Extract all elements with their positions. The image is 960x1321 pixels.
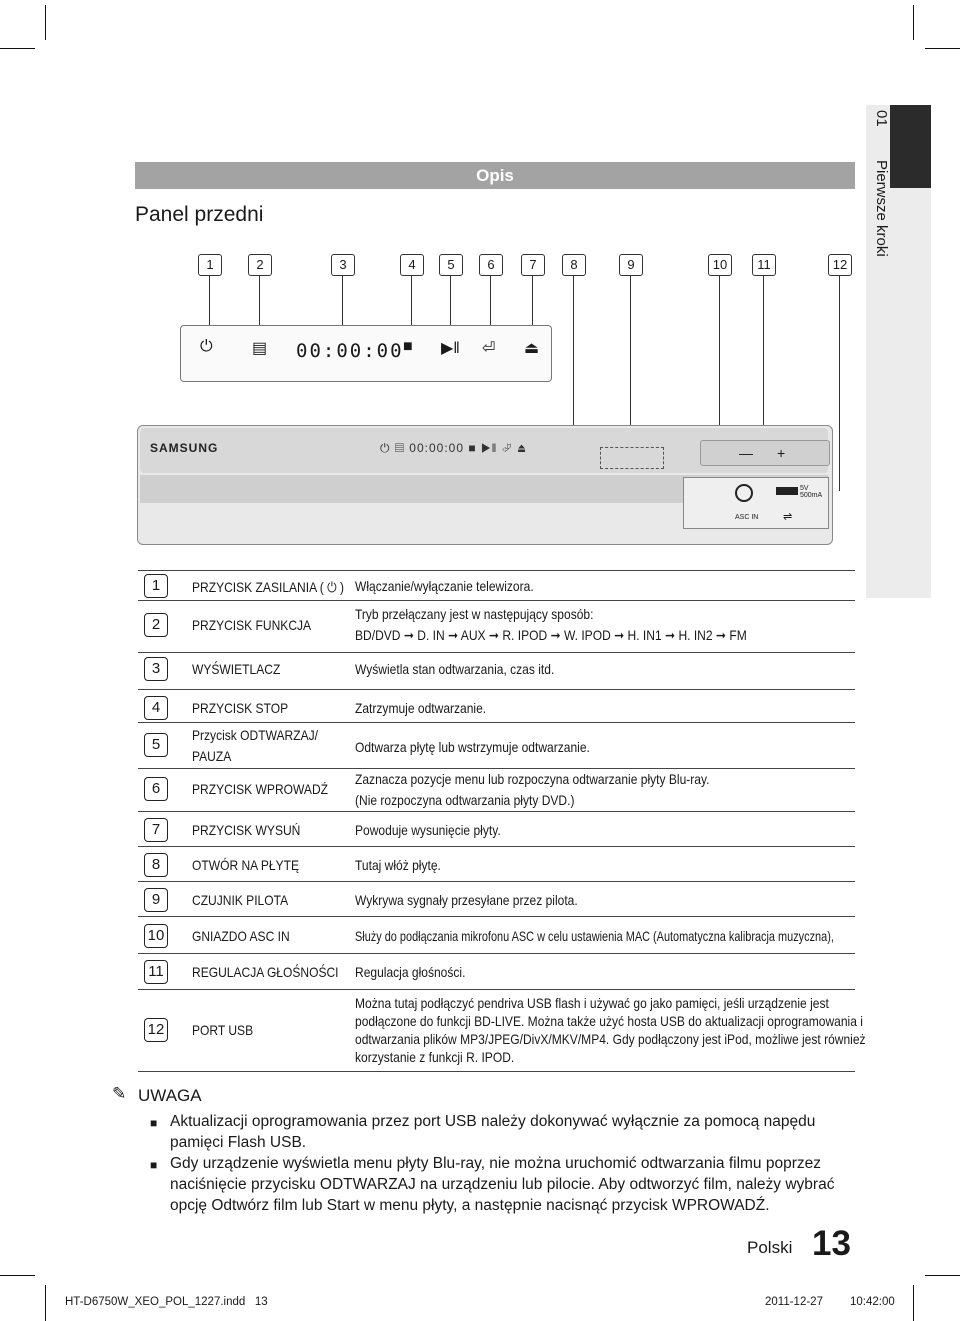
brand-logo: SAMSUNG <box>150 441 219 455</box>
row-desc: Zaznacza pozycje menu lub rozpoczyna odtwarzanie płyty Blu-ray. <box>355 771 710 787</box>
row-desc: Tutaj włóż płytę. <box>355 857 441 873</box>
stop-icon: ■ <box>403 338 413 355</box>
callout-7: 7 <box>521 254 545 276</box>
note-item: Aktualizacji oprogramowania przez port USB należy dokonywać wyłącznie za pomocą napędu pamięci Flash USB. <box>170 1113 816 1151</box>
row-desc: (Nie rozpoczyna odtwarzania płyty DVD.) <box>355 792 575 808</box>
row-label: GNIAZDO ASC IN <box>192 928 290 944</box>
bullet-icon: ■ <box>150 1116 158 1130</box>
leader-line <box>763 276 764 446</box>
asc-label: ASC IN <box>735 514 759 521</box>
row-desc: podłączone do funkcji BD-LIVE. Można także użyć hosta USB do aktualizacji oprogramowania i <box>355 1013 863 1029</box>
side-tab-marker <box>890 105 931 188</box>
callout-6: 6 <box>479 254 503 276</box>
row-number: 7 <box>144 818 168 842</box>
leader-line <box>532 276 533 325</box>
footer-language: Polski <box>747 1238 793 1257</box>
bullet-icon: ■ <box>150 1158 158 1172</box>
row-number: 3 <box>144 657 168 681</box>
table-rule <box>138 768 855 769</box>
usb-icon: ⇌ <box>783 511 793 523</box>
crop-mark <box>913 1285 914 1321</box>
leader-line <box>259 276 260 325</box>
row-number: 6 <box>144 777 168 801</box>
asc-jack-icon <box>735 484 753 502</box>
table-rule <box>138 989 855 990</box>
row-number: 8 <box>144 853 168 877</box>
row-label: PRZYCISK STOP <box>192 700 289 716</box>
leader-line <box>450 276 451 325</box>
callout-2: 2 <box>248 254 272 276</box>
row-desc: Powoduje wysunięcie płyty. <box>355 822 501 838</box>
row-label: CZUJNIK PILOTA <box>192 892 289 908</box>
row-desc: Regulacja głośności. <box>355 964 466 980</box>
note-title: UWAGA <box>138 1086 202 1105</box>
page-number: 13 <box>812 1224 851 1263</box>
row-desc: Tryb przełączany jest w następujący sposób: <box>355 606 594 622</box>
leader-line <box>630 276 631 446</box>
slug-file: HT-D6750W_XEO_POL_1227.indd 13 <box>65 1296 268 1308</box>
row-label: REGULACJA GŁOŚNOŚCI <box>192 964 339 980</box>
callout-3: 3 <box>331 254 355 276</box>
callout-8: 8 <box>562 254 586 276</box>
slug-time: 10:42:00 <box>850 1296 895 1308</box>
table-rule <box>138 600 855 601</box>
play-pause-icon: ▶‖ <box>441 340 460 357</box>
row-number: 9 <box>144 888 168 912</box>
table-rule <box>138 916 855 917</box>
table-rule <box>138 1071 855 1072</box>
usb-spec: 5V 500mA <box>800 485 823 499</box>
usb-slot-icon <box>776 487 798 495</box>
row-desc: odtwarzania plików MP3/JPEG/DivX/MKV/MP4. Gdy podłączony jest iPod, możliwe jest również <box>355 1031 866 1047</box>
crop-mark <box>0 48 35 49</box>
row-desc: Odtwarza płytę lub wstrzymuje odtwarzanie. <box>355 739 590 755</box>
row-label: WYŚWIETLACZ <box>192 661 281 677</box>
row-desc: Zatrzymuje odtwarzanie. <box>355 700 487 716</box>
row-desc: BD/DVD ➞ D. IN ➞ AUX ➞ R. IPOD ➞ W. IPOD ➞ H. IN1 ➞ H. IN2 ➞ FM <box>355 627 747 643</box>
leader-line <box>209 276 210 325</box>
side-tab-number: 01 <box>873 110 890 127</box>
row-number: 10 <box>144 924 168 948</box>
crop-mark <box>0 1275 35 1276</box>
row-label: PRZYCISK WPROWADŹ <box>192 781 329 797</box>
slug-date: 2011-12-27 <box>765 1296 823 1308</box>
row-label: PRZYCISK FUNKCJA <box>192 617 312 633</box>
row-label: OTWÓR NA PŁYTĘ <box>192 857 300 873</box>
volume-plus: + <box>777 445 786 461</box>
leader-line <box>839 276 840 491</box>
callout-9: 9 <box>619 254 643 276</box>
leader-line <box>342 276 343 325</box>
crop-mark <box>45 1285 46 1321</box>
crop-mark <box>913 5 914 40</box>
row-desc: Można tutaj podłączyć pendriva USB flash i używać go jako pamięci, jeśli urządzenie jest <box>355 995 829 1011</box>
function-icon: ▤ <box>252 340 268 357</box>
volume-control <box>700 440 830 466</box>
callout-12: 12 <box>828 254 852 276</box>
callout-10: 10 <box>708 254 732 276</box>
row-label: PRZYCISK ZASILANIA ( ⏻ ) <box>192 579 345 595</box>
row-label: Przycisk ODTWARZAJ/ <box>192 727 318 743</box>
callout-4: 4 <box>400 254 424 276</box>
row-number: 4 <box>144 696 168 720</box>
note-item: Gdy urządzenie wyświetla menu płyty Blu-ray, nie można uruchomić odtwarzania filmu poprzez naciśnięcie przycisku ODTWARZAJ na urządzeniu lub pilocie. Aby odtworzyć film, należy wybrać opcję Odtwórz film lub Start w menu płyty, a następnie nacisnąć przycisk WPROWADŹ. <box>170 1155 835 1214</box>
crop-mark <box>45 5 46 40</box>
row-number: 5 <box>144 733 168 757</box>
table-rule <box>138 570 855 571</box>
row-number: 11 <box>144 960 168 984</box>
enter-icon: ⏎ <box>482 340 496 357</box>
pencil-icon: ✎ <box>112 1084 127 1103</box>
table-rule <box>138 811 855 812</box>
crop-mark <box>925 48 960 49</box>
side-tab-label: Pierwsze kroki <box>873 160 890 257</box>
row-number: 12 <box>144 1018 168 1042</box>
crop-mark <box>925 1275 960 1276</box>
row-number: 2 <box>144 613 168 637</box>
display-time: 00:00:00 <box>296 340 404 362</box>
remote-sensor-area <box>600 447 664 469</box>
device-button-icons: ⏻ ▤ 00:00:00 ■ ▶‖ ⏎ ⏏ <box>380 441 528 455</box>
row-label: PORT USB <box>192 1022 254 1038</box>
leader-line <box>411 276 412 325</box>
row-desc: Wykrywa sygnały przesyłane przez pilota. <box>355 892 578 908</box>
power-icon: ⏻ <box>200 338 213 355</box>
row-desc: Wyświetla stan odtwarzania, czas itd. <box>355 661 555 677</box>
table-rule <box>138 689 855 690</box>
row-label: PRZYCISK WYSUŃ <box>192 822 301 838</box>
leader-line <box>490 276 491 325</box>
table-rule <box>138 652 855 653</box>
callout-1: 1 <box>198 254 222 276</box>
header-bar-title: Opis <box>135 162 855 189</box>
table-rule <box>138 846 855 847</box>
eject-icon: ⏏ <box>524 340 540 357</box>
row-desc: korzystanie z funkcji R. IPOD. <box>355 1049 515 1065</box>
volume-minus: — <box>739 445 753 461</box>
row-desc: Służy do podłączania mikrofonu ASC w celu ustawienia MAC (Automatyczna kalibracja muzyczna), <box>355 928 834 944</box>
row-label-line2: PAUZA <box>192 748 232 764</box>
table-rule <box>138 953 855 954</box>
table-rule <box>138 881 855 882</box>
callout-11: 11 <box>752 254 776 276</box>
row-desc: Włączanie/wyłączanie telewizora. <box>355 578 534 594</box>
section-title: Panel przedni <box>135 203 264 226</box>
callout-5: 5 <box>439 254 463 276</box>
table-rule <box>138 722 855 723</box>
row-number: 1 <box>144 574 168 598</box>
